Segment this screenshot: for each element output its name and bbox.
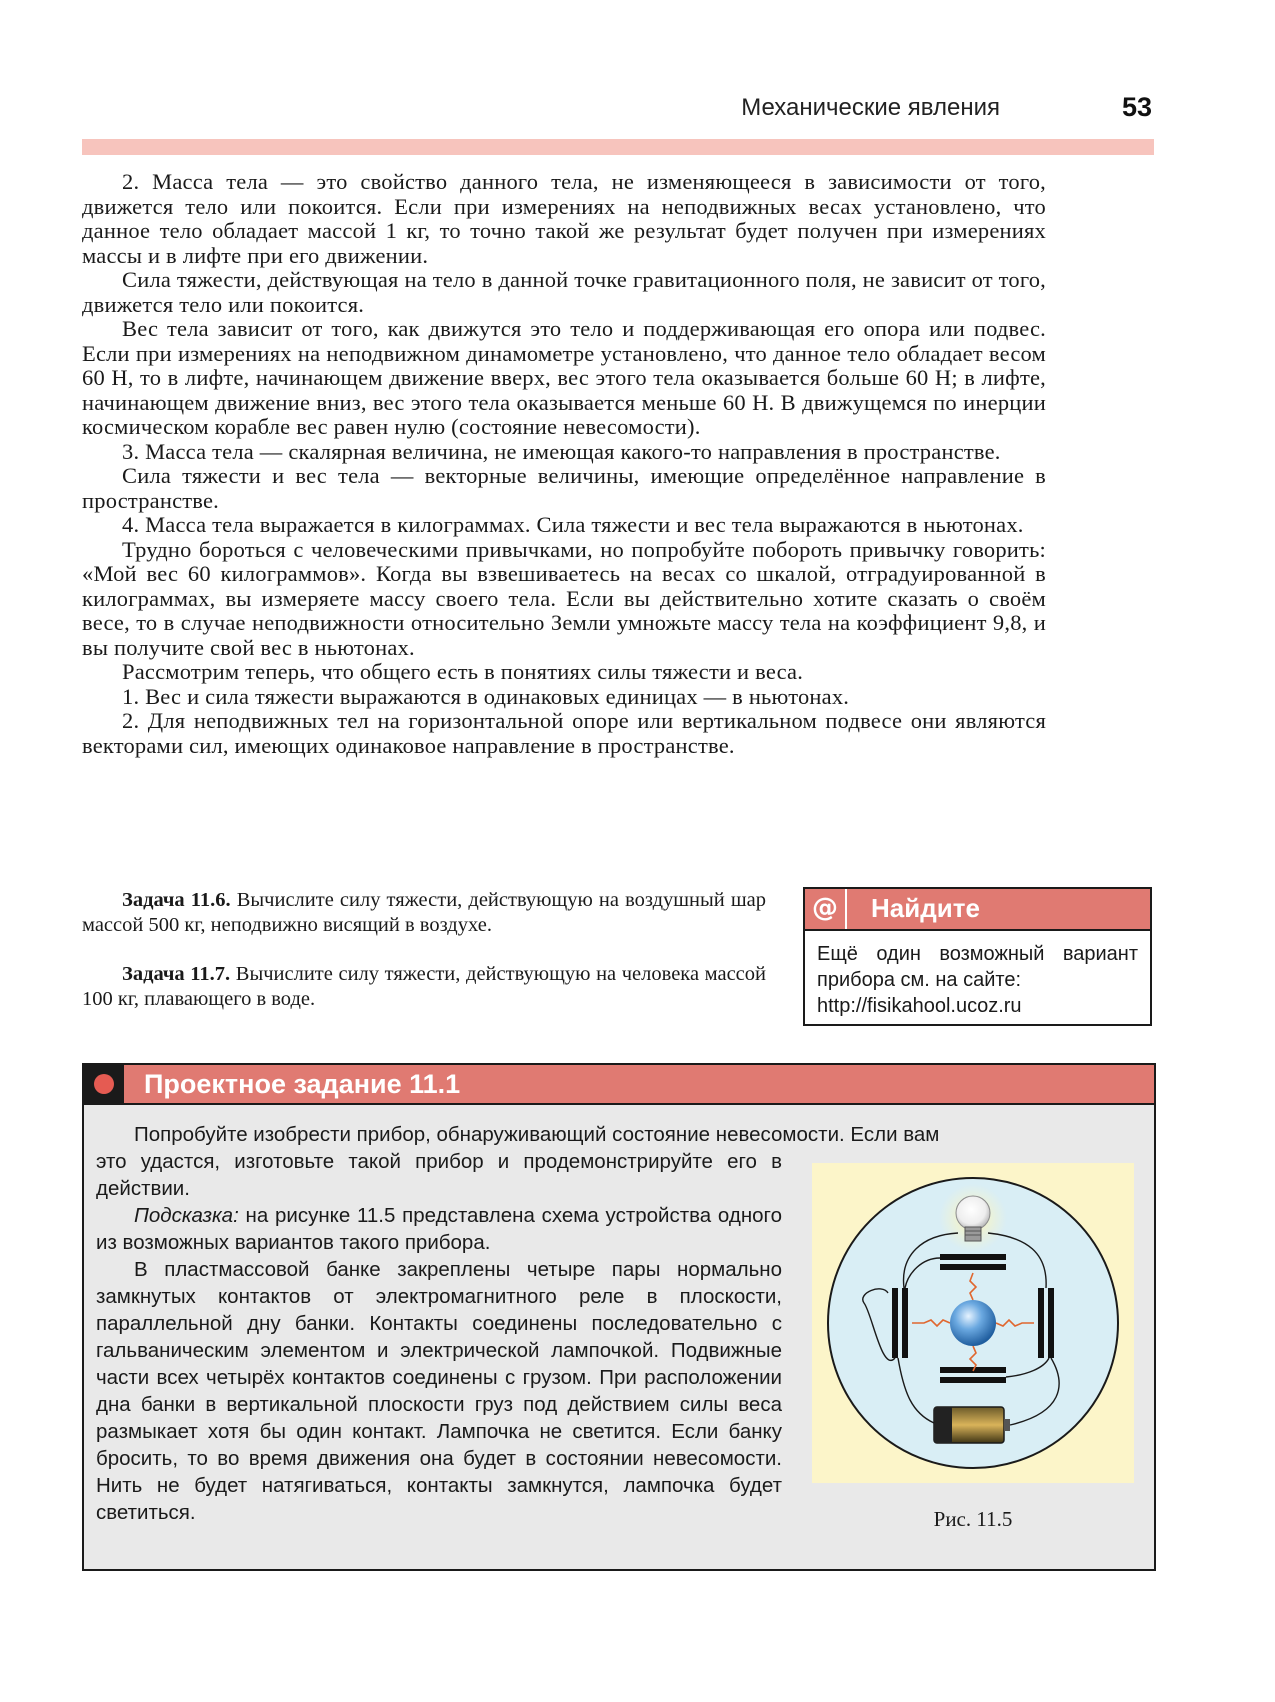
header-rule xyxy=(82,139,1154,155)
hint-label: Подсказка: xyxy=(134,1204,239,1227)
main-text xyxy=(82,170,1046,758)
task-11-7 xyxy=(82,962,766,1012)
hint-text: на рисунке 11.5 представлена схема устройства одного из возможных вариантов такого прибора. xyxy=(96,1204,782,1254)
task-11-6 xyxy=(82,888,766,938)
paragraph: Трудно бороться с человеческими привычками, но попробуйте побороть привычку говорить: «Мой вес 60 килограммов». Когда вы взвешиваетесь на весах со шкалой, отградуированной в килограммах, вы измеряете массу своего тела. Если вы действительно хотите сказать о своём весе, то в случае неподвижности относительно Земли умножьте массу тела на коэффициент 9,8, и вы получите свой вес в ньютонах. xyxy=(82,536,1046,660)
task-text: Вычислите силу тяжести, действующую на человека массой 100 кг, плавающего в воде. xyxy=(82,963,766,1010)
paragraph: 3. Масса тела — скалярная величина, не имеющая какого-то направления в пространстве. xyxy=(122,438,1001,464)
bullet-icon-cell xyxy=(84,1065,124,1103)
at-icon: @ xyxy=(805,889,847,929)
paragraph: Сила тяжести, действующая на тело в данной точке гравитационного поля, не зависит от того, движется тело или покоится. xyxy=(82,267,1046,317)
weight-ball xyxy=(950,1300,996,1346)
find-box-header xyxy=(805,889,1150,931)
battery-icon xyxy=(934,1407,1010,1443)
project-hint xyxy=(96,1202,782,1256)
bullet-dot-icon xyxy=(94,1074,114,1094)
paragraph: Сила тяжести и вес тела — векторные величины, имеющие определённое направление в пространстве. xyxy=(82,463,1046,513)
task-text: Вычислите силу тяжести, действующую на воздушный шар массой 500 кг, неподвижно висящий в воздухе. xyxy=(82,889,766,936)
find-box-title: Найдите xyxy=(871,893,980,923)
project-task-text xyxy=(96,1121,940,1526)
figure-11-5 xyxy=(812,1163,1134,1483)
find-box xyxy=(803,887,1152,1026)
paragraph: 1. Вес и сила тяжести выражаются в одинаковых единицах — в ньютонах. xyxy=(122,683,850,709)
task-label: Задача 11.6. xyxy=(122,889,231,911)
project-task-header xyxy=(84,1065,1154,1105)
site-link[interactable]: http://fisikahool.ucoz.ru xyxy=(817,995,1022,1017)
paragraph: 4. Масса тела выражается в килограммах. Сила тяжести и вес тела выражаются в ньютонах. xyxy=(122,512,1024,537)
find-box-description: Ещё один возможный вариант прибора см. на сайте: xyxy=(817,943,1138,991)
paragraph: 2. Масса тела — это свойство данного тела, не изменяющееся в зависимости от того, движется тело или покоится. Если при измерениях на неподвижных весах установлено, что данное тело обладает массой 1 кг, то точно такой же результат будет получен при измерениях массы и в лифте при его движении. xyxy=(82,169,1046,268)
project-task-title: Проектное задание 11.1 xyxy=(144,1069,461,1099)
project-intro: Попробуйте изобрести прибор, обнаруживающий состояние невесомости. Если вам xyxy=(134,1123,940,1146)
paragraph: 2. Для неподвижных тел на горизонтальной опоре или вертикальном подвесе они являются векторами сил, имеющих одинаковое направление в пространстве. xyxy=(82,708,1046,758)
task-label: Задача 11.7. xyxy=(122,963,231,985)
project-intro-cont: это удастся, изготовьте такой прибор и продемонстрируйте его в действии. xyxy=(96,1150,782,1200)
figure-caption: Рис. 11.5 xyxy=(933,1507,1013,1531)
device-diagram xyxy=(812,1163,1134,1483)
page-number: 53 xyxy=(1121,92,1152,122)
paragraph: Рассмотрим теперь, что общего есть в понятиях силы тяжести и веса. xyxy=(122,659,804,684)
project-description: В пластмассовой банке закреплены четыре пары нормально замкнутых контактов от электромагнитного реле в плоскости, параллельной дну банки. Контакты соединены последовательно с гальваническим элементом и электрической лампочкой. Подвижные части всех четырёх контактов соединены с грузом. При расположении дна банки в вертикальной плоскости груз под действием силы веса размыкает хотя бы один контакт. Лампочка не светится. Если банку бросить, то во время движения она будет в состоянии невесомости. Нить не будет натягиваться, контакты замкнутся, лампочка будет светиться. xyxy=(96,1258,782,1524)
find-box-text xyxy=(805,931,1150,1019)
running-header-title: Механические явления xyxy=(741,94,1000,121)
paragraph: Вес тела зависит от того, как движутся это тело и поддерживающая его опора или подвес. Если при измерениях на неподвижном динамометре установлено, что данное тело обладает весом 60 Н, то в лифте, начинающем движение вверх, вес этого тела оказывается больше 60 Н; в лифте, начинающем движение вниз, вес этого тела оказывается меньше 60 Н. В движущемся по инерции космическом корабле вес равен нулю (состояние невесомости). xyxy=(82,316,1046,439)
